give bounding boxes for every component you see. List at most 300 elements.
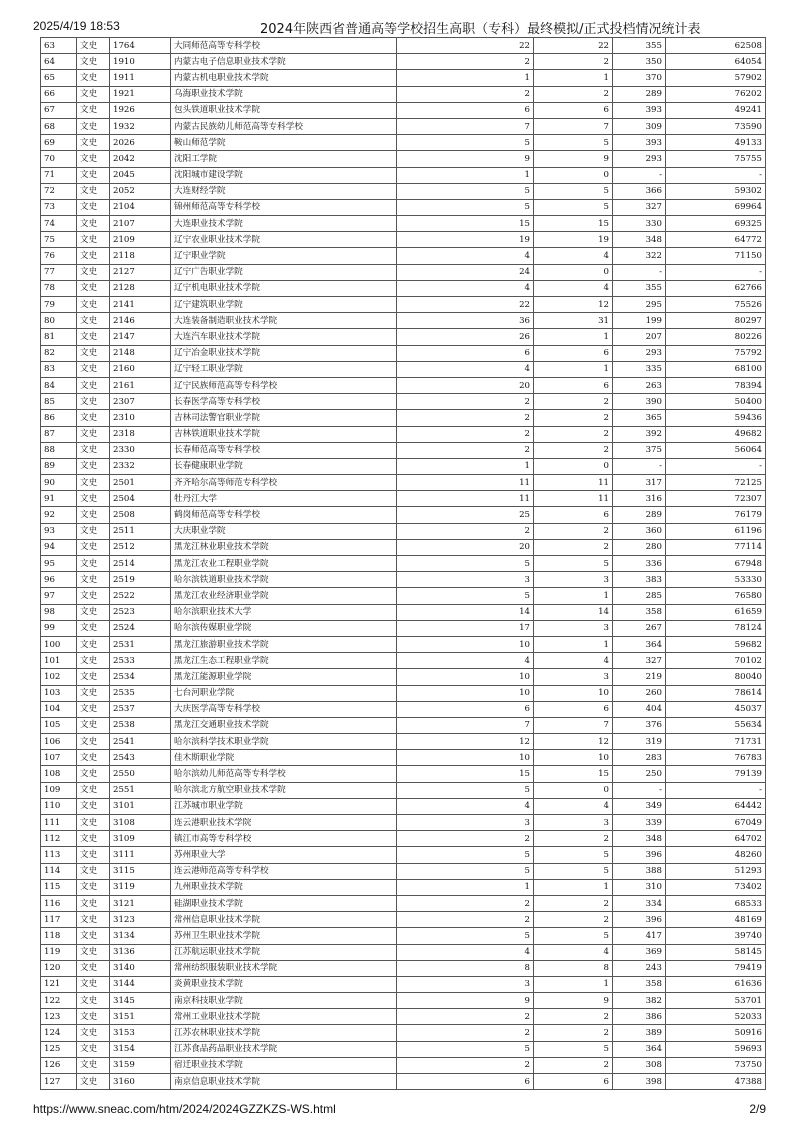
min-rank-cell: 56064	[666, 442, 766, 458]
subject-category-cell: 文史	[77, 38, 110, 54]
min-rank-cell: 64442	[666, 798, 766, 814]
print-datetime: 2025/4/19 18:53	[33, 19, 120, 33]
row-index-cell: 100	[41, 636, 77, 652]
subject-category-cell: 文史	[77, 442, 110, 458]
table-row	[41, 928, 766, 944]
plan-count-cell: 2	[397, 410, 534, 426]
admitted-count-cell: 6	[534, 1074, 613, 1090]
school-code-cell: 2161	[110, 377, 171, 393]
table-row	[41, 329, 766, 345]
school-name-cell: 辽宁冶金职业技术学院	[171, 345, 397, 361]
admitted-count-cell: 5	[534, 199, 613, 215]
plan-count-cell: 5	[397, 183, 534, 199]
table-row	[41, 135, 766, 151]
table-row	[41, 685, 766, 701]
school-code-cell: 2052	[110, 183, 171, 199]
row-index-cell: 106	[41, 734, 77, 750]
plan-count-cell: 3	[397, 815, 534, 831]
plan-count-cell: 6	[397, 345, 534, 361]
table-row	[41, 102, 766, 118]
min-rank-cell: 73402	[666, 879, 766, 895]
subject-category-cell: 文史	[77, 216, 110, 232]
admitted-count-cell: 1	[534, 636, 613, 652]
plan-count-cell: 6	[397, 1074, 534, 1090]
admitted-count-cell: 1	[534, 879, 613, 895]
min-score-cell: -	[613, 264, 666, 280]
school-name-cell: 哈尔滨北方航空职业技术学院	[171, 782, 397, 798]
table-row	[41, 912, 766, 928]
row-index-cell: 64	[41, 54, 77, 70]
row-index-cell: 84	[41, 377, 77, 393]
subject-category-cell: 文史	[77, 863, 110, 879]
subject-category-cell: 文史	[77, 701, 110, 717]
row-index-cell: 75	[41, 232, 77, 248]
min-score-cell: 348	[613, 831, 666, 847]
min-rank-cell: -	[666, 264, 766, 280]
row-index-cell: 93	[41, 523, 77, 539]
min-score-cell: 358	[613, 604, 666, 620]
school-code-cell: 2118	[110, 248, 171, 264]
subject-category-cell: 文史	[77, 1025, 110, 1041]
school-name-cell: 辽宁广告职业学院	[171, 264, 397, 280]
min-score-cell: 370	[613, 70, 666, 86]
admitted-count-cell: 2	[534, 523, 613, 539]
row-index-cell: 67	[41, 102, 77, 118]
min-score-cell: 199	[613, 313, 666, 329]
school-code-cell: 2141	[110, 297, 171, 313]
school-name-cell: 吉林铁道职业技术学院	[171, 426, 397, 442]
school-name-cell: 南京科技职业学院	[171, 993, 397, 1009]
school-code-cell: 2318	[110, 426, 171, 442]
row-index-cell: 108	[41, 766, 77, 782]
admitted-count-cell: 5	[534, 183, 613, 199]
subject-category-cell: 文史	[77, 653, 110, 669]
school-name-cell: 内蒙古民族幼儿师范高等专科学校	[171, 118, 397, 134]
min-score-cell: 382	[613, 993, 666, 1009]
row-index-cell: 69	[41, 135, 77, 151]
school-code-cell: 2538	[110, 717, 171, 733]
min-rank-cell: 49133	[666, 135, 766, 151]
school-name-cell: 大连汽车职业技术学院	[171, 329, 397, 345]
subject-category-cell: 文史	[77, 102, 110, 118]
school-name-cell: 江苏食品药品职业技术学院	[171, 1041, 397, 1057]
min-rank-cell: 67049	[666, 815, 766, 831]
plan-count-cell: 5	[397, 588, 534, 604]
min-score-cell: 280	[613, 539, 666, 555]
table-row	[41, 475, 766, 491]
school-code-cell: 2550	[110, 766, 171, 782]
plan-count-cell: 1	[397, 167, 534, 183]
admitted-count-cell: 31	[534, 313, 613, 329]
table-row	[41, 572, 766, 588]
min-score-cell: 366	[613, 183, 666, 199]
table-row	[41, 588, 766, 604]
min-rank-cell: 67948	[666, 556, 766, 572]
min-rank-cell: 76202	[666, 86, 766, 102]
subject-category-cell: 文史	[77, 199, 110, 215]
plan-count-cell: 2	[397, 1057, 534, 1073]
school-code-cell: 3115	[110, 863, 171, 879]
admitted-count-cell: 9	[534, 151, 613, 167]
admitted-count-cell: 10	[534, 685, 613, 701]
min-score-cell: 386	[613, 1009, 666, 1025]
school-name-cell: 九州职业技术学院	[171, 879, 397, 895]
school-code-cell: 2511	[110, 523, 171, 539]
min-rank-cell: 50916	[666, 1025, 766, 1041]
school-code-cell: 2514	[110, 556, 171, 572]
school-code-cell: 3134	[110, 928, 171, 944]
table-row	[41, 151, 766, 167]
min-score-cell: 327	[613, 653, 666, 669]
table-row	[41, 1025, 766, 1041]
admitted-count-cell: 2	[534, 394, 613, 410]
min-score-cell: 369	[613, 944, 666, 960]
row-index-cell: 112	[41, 831, 77, 847]
row-index-cell: 86	[41, 410, 77, 426]
plan-count-cell: 4	[397, 653, 534, 669]
subject-category-cell: 文史	[77, 54, 110, 70]
table-row	[41, 782, 766, 798]
subject-category-cell: 文史	[77, 345, 110, 361]
subject-category-cell: 文史	[77, 167, 110, 183]
plan-count-cell: 8	[397, 960, 534, 976]
school-code-cell: 2524	[110, 620, 171, 636]
subject-category-cell: 文史	[77, 928, 110, 944]
subject-category-cell: 文史	[77, 426, 110, 442]
plan-count-cell: 10	[397, 750, 534, 766]
min-score-cell: 309	[613, 118, 666, 134]
row-index-cell: 87	[41, 426, 77, 442]
subject-category-cell: 文史	[77, 313, 110, 329]
plan-count-cell: 1	[397, 879, 534, 895]
school-code-cell: 2535	[110, 685, 171, 701]
row-index-cell: 102	[41, 669, 77, 685]
admitted-count-cell: 2	[534, 1025, 613, 1041]
admitted-count-cell: 11	[534, 475, 613, 491]
school-code-cell: 2109	[110, 232, 171, 248]
school-name-cell: 黑龙江生态工程职业学院	[171, 653, 397, 669]
min-score-cell: 260	[613, 685, 666, 701]
plan-count-cell: 2	[397, 426, 534, 442]
min-rank-cell: 73590	[666, 118, 766, 134]
admitted-count-cell: 3	[534, 669, 613, 685]
min-score-cell: 316	[613, 491, 666, 507]
min-score-cell: 350	[613, 54, 666, 70]
school-name-cell: 辽宁轻工职业学院	[171, 361, 397, 377]
subject-category-cell: 文史	[77, 766, 110, 782]
school-code-cell: 3101	[110, 798, 171, 814]
admitted-count-cell: 3	[534, 620, 613, 636]
table-row	[41, 701, 766, 717]
school-name-cell: 内蒙古电子信息职业技术学院	[171, 54, 397, 70]
school-name-cell: 沈阳城市建设学院	[171, 167, 397, 183]
school-name-cell: 哈尔滨科学技术职业学院	[171, 734, 397, 750]
min-score-cell: 207	[613, 329, 666, 345]
admitted-count-cell: 2	[534, 86, 613, 102]
row-index-cell: 76	[41, 248, 77, 264]
school-code-cell: 2504	[110, 491, 171, 507]
min-score-cell: 348	[613, 232, 666, 248]
row-index-cell: 74	[41, 216, 77, 232]
table-row	[41, 944, 766, 960]
plan-count-cell: 14	[397, 604, 534, 620]
table-row	[41, 653, 766, 669]
school-code-cell: 3144	[110, 976, 171, 992]
school-code-cell: 2042	[110, 151, 171, 167]
plan-count-cell: 10	[397, 685, 534, 701]
min-rank-cell: 68100	[666, 361, 766, 377]
subject-category-cell: 文史	[77, 297, 110, 313]
subject-category-cell: 文史	[77, 86, 110, 102]
table-row	[41, 523, 766, 539]
row-index-cell: 104	[41, 701, 77, 717]
min-rank-cell: 64702	[666, 831, 766, 847]
subject-category-cell: 文史	[77, 329, 110, 345]
min-rank-cell: 62508	[666, 38, 766, 54]
subject-category-cell: 文史	[77, 685, 110, 701]
plan-count-cell: 22	[397, 38, 534, 54]
min-score-cell: 289	[613, 507, 666, 523]
row-index-cell: 65	[41, 70, 77, 86]
school-code-cell: 2148	[110, 345, 171, 361]
subject-category-cell: 文史	[77, 507, 110, 523]
row-index-cell: 91	[41, 491, 77, 507]
plan-count-cell: 2	[397, 1009, 534, 1025]
admitted-count-cell: 4	[534, 280, 613, 296]
plan-count-cell: 3	[397, 572, 534, 588]
min-rank-cell: 48169	[666, 912, 766, 928]
admitted-count-cell: 9	[534, 993, 613, 1009]
min-rank-cell: 76783	[666, 750, 766, 766]
subject-category-cell: 文史	[77, 572, 110, 588]
min-score-cell: 293	[613, 151, 666, 167]
subject-category-cell: 文史	[77, 588, 110, 604]
school-name-cell: 齐齐哈尔高等师范专科学校	[171, 475, 397, 491]
min-rank-cell: 59693	[666, 1041, 766, 1057]
table-row	[41, 70, 766, 86]
admitted-count-cell: 0	[534, 264, 613, 280]
school-code-cell: 1932	[110, 118, 171, 134]
admitted-count-cell: 12	[534, 297, 613, 313]
min-rank-cell: 72125	[666, 475, 766, 491]
school-code-cell: 3159	[110, 1057, 171, 1073]
plan-count-cell: 5	[397, 1041, 534, 1057]
min-score-cell: 417	[613, 928, 666, 944]
min-score-cell: -	[613, 458, 666, 474]
table-row	[41, 507, 766, 523]
school-code-cell: 3153	[110, 1025, 171, 1041]
row-index-cell: 124	[41, 1025, 77, 1041]
admitted-count-cell: 4	[534, 944, 613, 960]
plan-count-cell: 4	[397, 944, 534, 960]
subject-category-cell: 文史	[77, 523, 110, 539]
school-name-cell: 连云港职业技术学院	[171, 815, 397, 831]
row-index-cell: 81	[41, 329, 77, 345]
school-code-cell: 3145	[110, 993, 171, 1009]
plan-count-cell: 9	[397, 993, 534, 1009]
row-index-cell: 122	[41, 993, 77, 1009]
min-score-cell: 390	[613, 394, 666, 410]
min-rank-cell: 78614	[666, 685, 766, 701]
school-name-cell: 大连财经学院	[171, 183, 397, 199]
school-name-cell: 硅湖职业技术学院	[171, 895, 397, 911]
min-rank-cell: 78124	[666, 620, 766, 636]
admitted-count-cell: 11	[534, 491, 613, 507]
row-index-cell: 80	[41, 313, 77, 329]
plan-count-cell: 9	[397, 151, 534, 167]
admitted-count-cell: 0	[534, 782, 613, 798]
table-row	[41, 879, 766, 895]
school-name-cell: 锦州师范高等专科学校	[171, 199, 397, 215]
school-code-cell: 2523	[110, 604, 171, 620]
row-index-cell: 110	[41, 798, 77, 814]
table-row	[41, 264, 766, 280]
min-score-cell: 396	[613, 912, 666, 928]
admitted-count-cell: 2	[534, 442, 613, 458]
subject-category-cell: 文史	[77, 183, 110, 199]
table-row	[41, 297, 766, 313]
min-rank-cell: 71150	[666, 248, 766, 264]
plan-count-cell: 10	[397, 669, 534, 685]
table-row	[41, 216, 766, 232]
school-code-cell: 3123	[110, 912, 171, 928]
school-code-cell: 1911	[110, 70, 171, 86]
min-rank-cell: 78394	[666, 377, 766, 393]
min-rank-cell: -	[666, 458, 766, 474]
min-score-cell: 310	[613, 879, 666, 895]
plan-count-cell: 5	[397, 782, 534, 798]
table-row	[41, 1009, 766, 1025]
min-score-cell: 396	[613, 847, 666, 863]
min-rank-cell: 55634	[666, 717, 766, 733]
row-index-cell: 89	[41, 458, 77, 474]
subject-category-cell: 文史	[77, 815, 110, 831]
row-index-cell: 115	[41, 879, 77, 895]
min-rank-cell: 53701	[666, 993, 766, 1009]
school-code-cell: 2522	[110, 588, 171, 604]
min-score-cell: 243	[613, 960, 666, 976]
table-row	[41, 54, 766, 70]
min-rank-cell: 61196	[666, 523, 766, 539]
admitted-count-cell: 1	[534, 70, 613, 86]
subject-category-cell: 文史	[77, 1041, 110, 1057]
admitted-count-cell: 7	[534, 717, 613, 733]
subject-category-cell: 文史	[77, 280, 110, 296]
plan-count-cell: 5	[397, 135, 534, 151]
table-row	[41, 847, 766, 863]
min-rank-cell: 70102	[666, 653, 766, 669]
school-code-cell: 2307	[110, 394, 171, 410]
school-code-cell: 2107	[110, 216, 171, 232]
school-name-cell: 炎黄职业技术学院	[171, 976, 397, 992]
admitted-count-cell: 22	[534, 38, 613, 54]
table-row	[41, 831, 766, 847]
row-index-cell: 73	[41, 199, 77, 215]
school-name-cell: 黑龙江林业职业技术学院	[171, 539, 397, 555]
min-rank-cell: 59436	[666, 410, 766, 426]
admission-table	[40, 37, 766, 1090]
row-index-cell: 94	[41, 539, 77, 555]
row-index-cell: 99	[41, 620, 77, 636]
min-score-cell: 392	[613, 426, 666, 442]
school-name-cell: 七台河职业学院	[171, 685, 397, 701]
school-code-cell: 1926	[110, 102, 171, 118]
school-name-cell: 大庆职业学院	[171, 523, 397, 539]
subject-category-cell: 文史	[77, 1057, 110, 1073]
school-name-cell: 牡丹江大学	[171, 491, 397, 507]
table-row	[41, 345, 766, 361]
plan-count-cell: 20	[397, 377, 534, 393]
subject-category-cell: 文史	[77, 847, 110, 863]
school-code-cell: 2147	[110, 329, 171, 345]
plan-count-cell: 15	[397, 766, 534, 782]
row-index-cell: 95	[41, 556, 77, 572]
admitted-count-cell: 2	[534, 1009, 613, 1025]
min-rank-cell: 69964	[666, 199, 766, 215]
school-name-cell: 黑龙江农业经济职业学院	[171, 588, 397, 604]
table-row	[41, 491, 766, 507]
min-score-cell: 383	[613, 572, 666, 588]
admitted-count-cell: 0	[534, 167, 613, 183]
min-score-cell: 349	[613, 798, 666, 814]
school-name-cell: 黑龙江农业工程职业学院	[171, 556, 397, 572]
plan-count-cell: 20	[397, 539, 534, 555]
school-name-cell: 大庆医学高等专科学校	[171, 701, 397, 717]
min-score-cell: 355	[613, 38, 666, 54]
school-code-cell: 2519	[110, 572, 171, 588]
row-index-cell: 118	[41, 928, 77, 944]
admitted-count-cell: 7	[534, 118, 613, 134]
min-rank-cell: 64772	[666, 232, 766, 248]
admitted-count-cell: 1	[534, 588, 613, 604]
school-code-cell: 2128	[110, 280, 171, 296]
school-code-cell: 2332	[110, 458, 171, 474]
row-index-cell: 103	[41, 685, 77, 701]
min-rank-cell: 68533	[666, 895, 766, 911]
school-code-cell: 2534	[110, 669, 171, 685]
table-row	[41, 556, 766, 572]
admitted-count-cell: 8	[534, 960, 613, 976]
plan-count-cell: 2	[397, 54, 534, 70]
min-rank-cell: 77114	[666, 539, 766, 555]
school-name-cell: 苏州职业大学	[171, 847, 397, 863]
subject-category-cell: 文史	[77, 1009, 110, 1025]
school-name-cell: 常州工业职业技术学院	[171, 1009, 397, 1025]
school-name-cell: 大连职业技术学院	[171, 216, 397, 232]
subject-category-cell: 文史	[77, 976, 110, 992]
school-code-cell: 3121	[110, 895, 171, 911]
admitted-count-cell: 1	[534, 329, 613, 345]
row-index-cell: 117	[41, 912, 77, 928]
table-row	[41, 1041, 766, 1057]
row-index-cell: 96	[41, 572, 77, 588]
admitted-count-cell: 5	[534, 847, 613, 863]
page-number: 2/9	[749, 1102, 766, 1116]
plan-count-cell: 5	[397, 847, 534, 863]
plan-count-cell: 15	[397, 216, 534, 232]
row-index-cell: 111	[41, 815, 77, 831]
school-name-cell: 哈尔滨铁道职业技术学院	[171, 572, 397, 588]
school-code-cell: 2533	[110, 653, 171, 669]
min-score-cell: 365	[613, 410, 666, 426]
plan-count-cell: 5	[397, 928, 534, 944]
table-row	[41, 361, 766, 377]
school-name-cell: 黑龙江能源职业学院	[171, 669, 397, 685]
plan-count-cell: 26	[397, 329, 534, 345]
school-name-cell: 大连装备制造职业技术学院	[171, 313, 397, 329]
plan-count-cell: 7	[397, 118, 534, 134]
row-index-cell: 71	[41, 167, 77, 183]
